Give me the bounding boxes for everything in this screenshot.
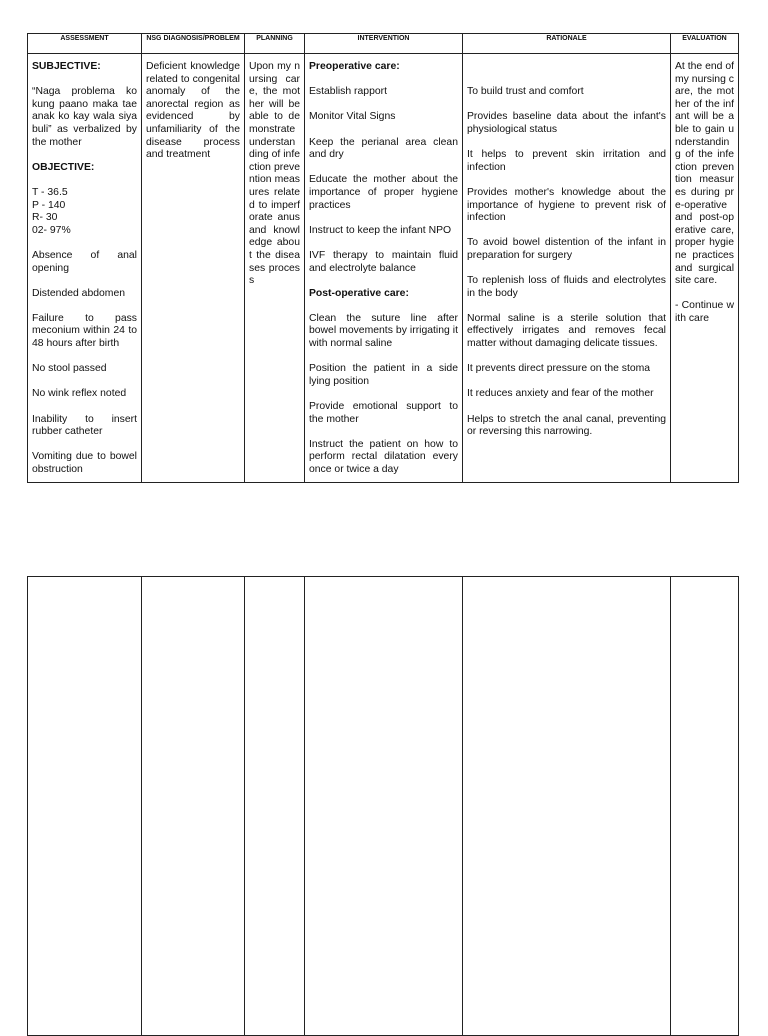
evaluation-text: At the end of my nursing care, the mother of the infant will be able to gain understanding of the infection prevention measures during pre-operative and post-operative care, proper hygiene practices and surgical site care. [675, 61, 734, 287]
preop-label: Preoperative care: [309, 61, 400, 72]
blank-table [27, 576, 739, 1036]
evaluation-continue: - Continue with care [675, 300, 734, 324]
blank-cell [671, 577, 739, 1036]
header-intervention: INTERVENTION [305, 34, 463, 54]
finding-item: No wink reflex noted [32, 388, 127, 400]
blank-cell [142, 577, 245, 1036]
finding-item: Failure to pass meconium within 24 to 48 hours after birth [32, 312, 137, 350]
subjective-quote: “Naga problema ko kung paano maka tae anak ko kay wala siya buli” as verbalized by the mother [32, 86, 137, 148]
rationale-item: Provides baseline data about the infant's physiological status [467, 111, 666, 135]
vital-respiration: R- 30 [32, 212, 58, 224]
intervention-item: Position the patient in a side lying position [309, 363, 458, 387]
intervention-item: Provide emotional support to the mother [309, 401, 458, 425]
rationale-item: To replenish loss of fluids and electrolytes in the body [467, 275, 666, 299]
intervention-item: Instruct the patient on how to perform rectal dilatation every once or twice a day [309, 438, 458, 475]
assessment-cell [28, 54, 142, 483]
blank-row [28, 577, 739, 1036]
planning-text: Upon my nursing care, the mother will be able to demonstrate understanding of infection prevention measures related to imperforate anus and knowledge about the diseases process [249, 61, 300, 287]
rationale-item: Provides mother's knowledge about the importance of hygiene to prevent risk of infection [467, 186, 666, 224]
rationale-cell [463, 54, 671, 483]
care-plan-row [28, 54, 739, 483]
finding-item: Inability to insert rubber catheter [32, 413, 137, 438]
evaluation-cell [671, 54, 739, 483]
blank-cell [463, 577, 671, 1036]
rationale-item: It prevents direct pressure on the stoma [467, 363, 651, 375]
objective-label: OBJECTIVE: [32, 161, 95, 173]
blank-cell [305, 577, 463, 1036]
intervention-item: Keep the perianal area clean and dry [309, 136, 458, 161]
rationale-item: To avoid bowel distention of the infant in preparation for surgery [467, 237, 666, 261]
header-evaluation: EVALUATION [671, 34, 739, 54]
header-planning: PLANNING [245, 34, 305, 54]
rationale-item: Helps to stretch the anal canal, preventing or reversing this narrowing. [467, 413, 666, 438]
header-assessment: ASSESSMENT [28, 34, 142, 54]
postop-label: Post-operative care: [309, 287, 409, 299]
intervention-cell [305, 54, 463, 483]
intervention-item: Monitor Vital Signs [309, 111, 396, 123]
blank-cell [245, 577, 305, 1036]
header-rationale: RATIONALE [463, 34, 671, 54]
blank-cell [28, 577, 142, 1036]
planning-cell [245, 54, 305, 483]
header-row [28, 34, 739, 54]
header-diagnosis: NSG DIAGNOSIS/PROBLEM [142, 34, 245, 54]
rationale-item: To build trust and comfort [467, 86, 584, 98]
intervention-item: Establish rapport [309, 86, 387, 98]
intervention-item: Educate the mother about the importance of proper hygiene practices [309, 174, 458, 211]
rationale-item: It helps to prevent skin irritation and infection [467, 149, 666, 173]
diagnosis-text: Deficient knowledge related to congenital anomaly of the anorectal region as evidenced by unfamiliarity of the disease process and treatment [146, 61, 240, 161]
diagnosis-cell [142, 54, 245, 483]
subjective-label: SUBJECTIVE: [32, 61, 101, 72]
finding-item: Distended abdomen [32, 287, 126, 299]
rationale-item: Normal saline is a sterile solution that effectively irrigates and removes fecal matter without damaging delicate tissues. [467, 312, 666, 350]
finding-item: Vomiting due to bowel obstruction [32, 451, 137, 475]
vital-oxygen: 02- 97% [32, 224, 71, 236]
intervention-item: Instruct to keep the infant NPO [309, 224, 452, 236]
vital-signs-list [32, 187, 137, 237]
rationale-item: It reduces anxiety and fear of the mother [467, 388, 654, 400]
vital-pulse: P - 140 [32, 199, 66, 211]
care-plan-table [27, 33, 739, 483]
finding-item: No stool passed [32, 363, 107, 375]
intervention-item: Clean the suture line after bowel movements by irrigating it with normal saline [309, 312, 458, 350]
finding-item: Absence of anal opening [32, 249, 137, 274]
intervention-item: IVF therapy to maintain fluid and electrolyte balance [309, 249, 458, 274]
vital-temperature: T - 36.5 [32, 186, 68, 198]
